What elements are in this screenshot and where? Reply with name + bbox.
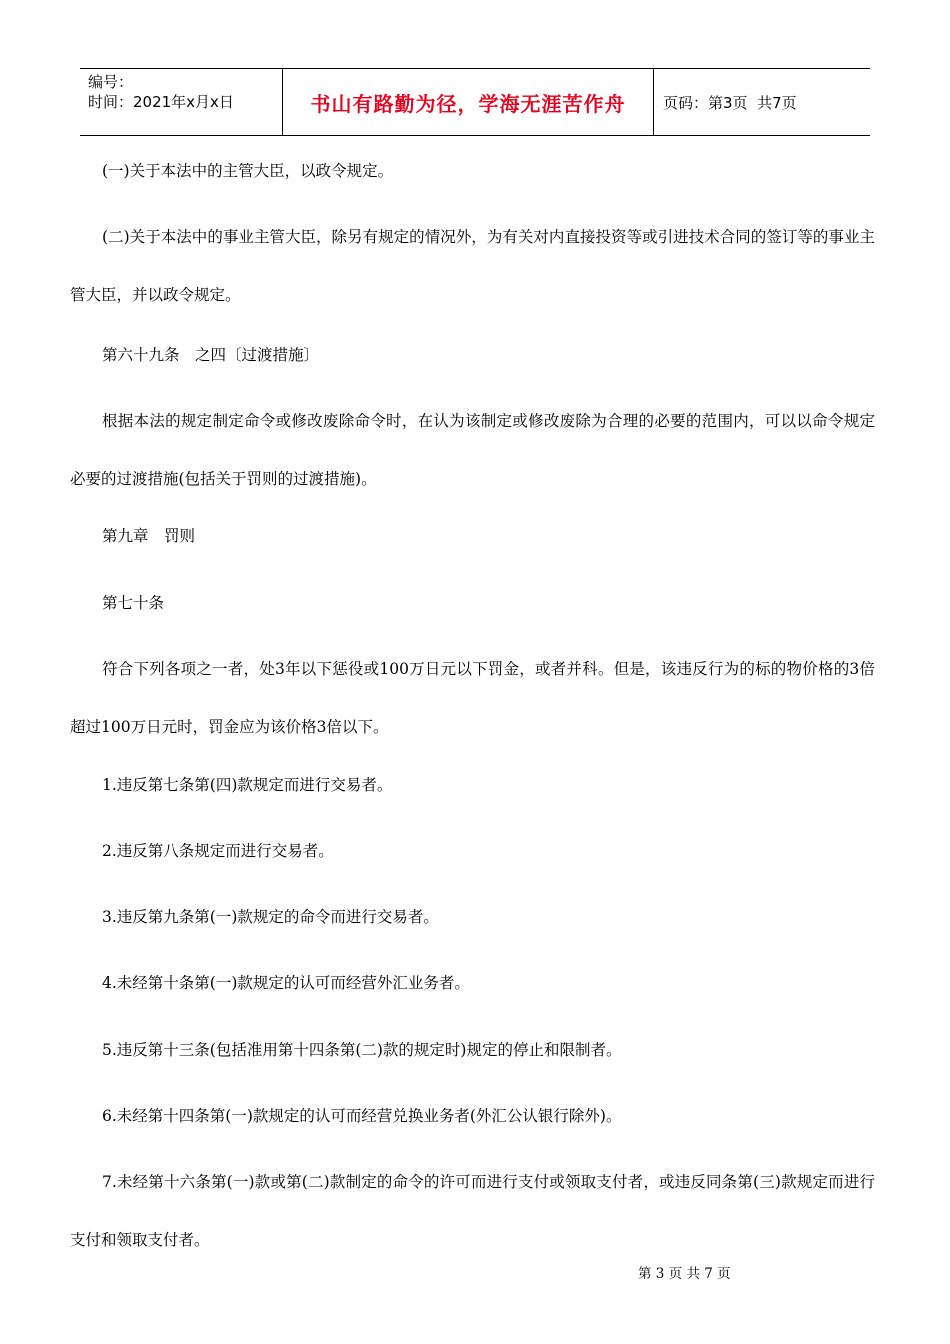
- paragraph: 符合下列各项之一者，处3年以下惩役或100万日元以下罚金，或者并科。但是，该违反行为的标的物价格的3倍超过100万日元时，罚金应为该价格3倍以下。: [70, 660, 875, 736]
- paragraph: (一)关于本法中的主管大臣，以政令规定。: [102, 162, 394, 180]
- article-heading: 第六十九条 之四〔过渡措施〕: [102, 346, 320, 364]
- header-left-cell: [80, 69, 282, 135]
- chapter-heading: 第九章 罚则: [102, 527, 196, 545]
- document-date-label: 时间：2021年x月x日: [88, 93, 234, 111]
- list-item: 6.未经第十四条第(一)款规定的认可而经营兑换业务者(外汇公认银行除外)。: [102, 1107, 622, 1125]
- list-item: 2.违反第八条规定而进行交易者。: [102, 842, 334, 860]
- list-item: 1.违反第七条第(四)款规定而进行交易者。: [102, 776, 393, 794]
- list-item: 7.未经第十六条第(一)款或第(二)款制定的命令的许可而进行支付或领取支付者，或违反同条第(三)款规定而进行支付和领取支付者。: [70, 1173, 875, 1249]
- document-header: [80, 68, 870, 136]
- paragraph: (二)关于本法中的事业主管大臣，除另有规定的情况外，为有关对内直接投资等或引进技术合同的签订等的事业主管大臣，并以政令规定。: [70, 228, 875, 304]
- document-number-label: 编号：: [88, 73, 134, 91]
- header-motto: 书山有路勤为径，学海无涯苦作舟: [282, 69, 654, 135]
- header-right-cell: [654, 69, 870, 135]
- list-item: 3.违反第九条第(一)款规定的命令而进行交易者。: [102, 908, 439, 926]
- page-footer: 第 3 页 共 7 页: [638, 1266, 731, 1282]
- header-page-label: 页码：第3页 共7页: [663, 93, 797, 112]
- paragraph: 根据本法的规定制定命令或修改废除命令时，在认为该制定或修改废除为合理的必要的范围内，可以以命令规定必要的过渡措施(包括关于罚则的过渡措施)。: [70, 412, 875, 488]
- article-heading: 第七十条: [102, 594, 165, 612]
- list-item: 4.未经第十条第(一)款规定的认可而经营外汇业务者。: [102, 974, 470, 992]
- list-item: 5.违反第十三条(包括准用第十四条第(二)款的规定时)规定的停止和限制者。: [102, 1041, 622, 1059]
